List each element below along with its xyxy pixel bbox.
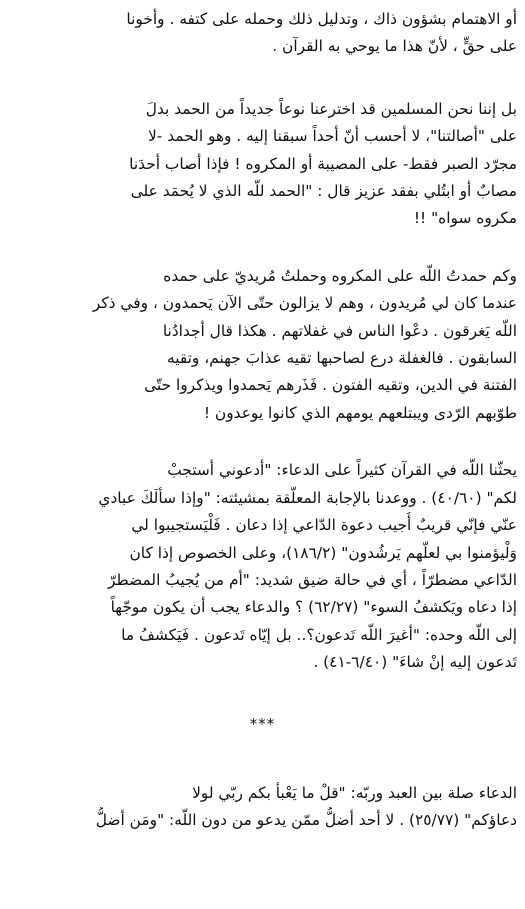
paragraph-5	[8, 780, 517, 835]
text-line: طوّبهم الرّدى ويبتلعهم يومهم الذي كانوا يوعدون !	[203, 403, 517, 422]
document-page	[8, 6, 517, 835]
text-line: لكم" (٤٠/٦٠) . ووعدنا بالإجابة المعلّقة بمشيئته: "وإذا سألَكَ عبادي	[98, 488, 517, 507]
text-line: أو الاهتمام بشؤون ذاك ، وتدليل ذلك وحمله على كتفه . وأخونا	[126, 10, 517, 28]
text-line: عنّي فإنّي قريبٌ أُجيب دعوة الدّاعي إذا دعان . فَلْيَستجيبوا لي	[131, 516, 517, 535]
section-separator: ***	[249, 714, 276, 733]
text-line: على "أصالتنا"، لا أحسب أنّ أحداً سبقنا إليه . وهو الحمد -لا	[148, 127, 517, 146]
paragraph-2	[8, 96, 517, 233]
text-line: تَدعون إليه إنْ شاءَ" (٦/٤٠-٤١) .	[313, 653, 517, 672]
text-line: الدّاعي مضطرّاً ، أي في حالة ضيق شديد: "أم من يُجيبُ المضطرّ	[108, 570, 517, 589]
text-line: إلى اللّه وحده: "أغيرَ اللّه تَدعون؟.. بل إيّاه تَدعون . فَيَكشفُ ما	[121, 625, 517, 644]
paragraph-1	[8, 6, 517, 61]
text-line: مجرّد الصبر فقط- على المصيبة أو المكروه ! فإذا أصاب أحدَنا	[129, 154, 517, 173]
paragraph-spacer	[8, 61, 517, 96]
text-line: دعاؤكم" (٢٥/٧٧) . لا أحد أضلُّ ممّن يدعو من دون اللّه: "ومَن أضلُّ	[95, 811, 517, 830]
paragraph-3	[8, 263, 517, 427]
section-spacer	[8, 738, 517, 780]
text-line: عندما كان لي مُريدون ، وهم لا يزالون حتّى الآن يَحمدون ، وفي ذكر	[92, 294, 517, 313]
text-line: وكم حمدتُ اللّه على المكروه وحملتُ مُريديّ على حمده	[163, 266, 517, 285]
text-line: الدعاء صلة بين العبد وربّه: "قلْ ما يَعْبأ بكم ربّي لولا	[192, 783, 517, 802]
section-spacer	[8, 677, 517, 711]
text-line: الفتنة في الدين، وتقيه الفتون . فَذَرهم يَحمدوا ويذكروا حتّى	[144, 376, 517, 395]
text-line: على حقٍّ ، لأنّ هذا ما يوحي به القرآن .	[272, 37, 517, 56]
text-line: يحثّنا اللّه في القرآن كثيراً على الدعاء: "أدعوني أستجبْ	[167, 461, 517, 480]
text-line: إذا دعاه ويَكشفُ السوء" (٦٢/٢٧) ؟ والدعاء يجب أن يكون موجّهاً	[110, 598, 517, 617]
paragraph-spacer	[8, 427, 517, 457]
paragraph-spacer	[8, 233, 517, 263]
text-line: السابقون . فالغفلة درع لصاحبها تقيه عذابَ جهنم، وتقيه	[166, 349, 517, 368]
text-line: بل إننا نحن المسلمين قد اخترعنا نوعاً جديداً من الحمد بدلَ	[145, 99, 517, 118]
text-line: وَلْيؤمنوا بي لعلّهم يَرشُدون" (١٨٦/٢)، وعلى الخصوص إذا كان	[129, 543, 517, 562]
paragraph-4	[8, 457, 517, 676]
text-line: اللّه يَغرقون . دعْوا الناس في غفلاتهم . هكذا قال أجدادُنا	[162, 321, 517, 340]
text-line: مصابٌ أو ابتُلي بفقد عزيز قال : "الحمد للّه الذي لا يُحمَد على	[130, 182, 517, 201]
text-line: مكروه سواه" !!	[413, 209, 517, 228]
